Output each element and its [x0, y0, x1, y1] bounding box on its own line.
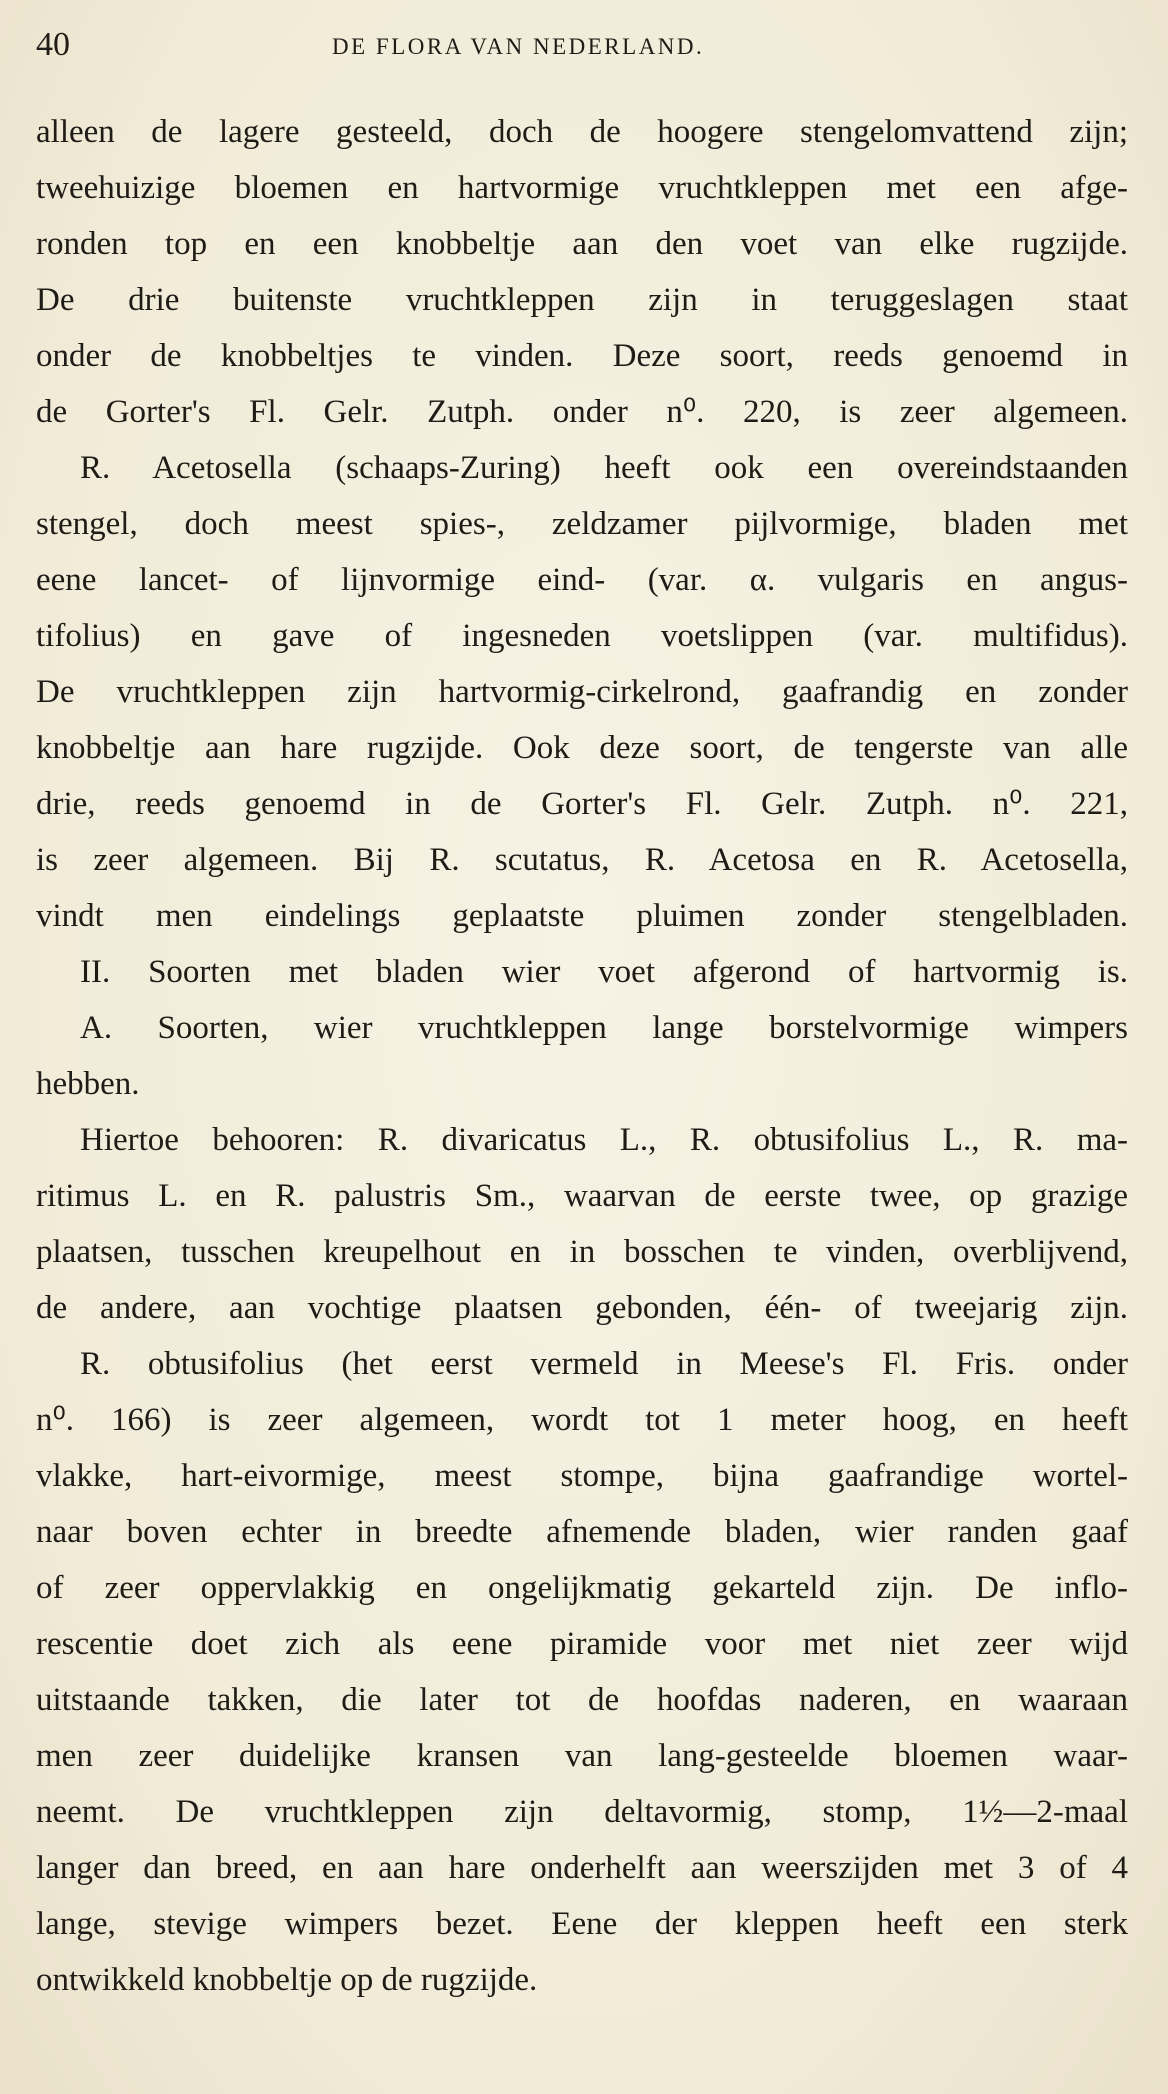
running-head: DE FLORA VAN NEDERLAND. [332, 34, 705, 59]
text-line: ritimus L. en R. palustris Sm., waarvan de eerste twee, op grazige [36, 1178, 1128, 1214]
text-line: neemt. De vruchtkleppen zijn deltavormig, stomp, 1½—2-maal [36, 1794, 1128, 1830]
text-line: A. Soorten, wier vruchtkleppen lange borstelvormige wimpers [80, 1010, 1128, 1046]
text-line: II. Soorten met bladen wier voet afgerond of hartvormig is. [80, 954, 1128, 990]
text-line: onder de knobbeltjes te vinden. Deze soort, reeds genoemd in [36, 338, 1128, 374]
text-line: de Gorter's Fl. Gelr. Zutph. onder n⁰. 220, is zeer algemeen. [36, 394, 1128, 430]
text-line: Hiertoe behooren: R. divaricatus L., R. obtusifolius L., R. ma- [80, 1122, 1128, 1158]
text-line: lange, stevige wimpers bezet. Eene der kleppen heeft een sterk [36, 1906, 1128, 1942]
text-line: R. Acetosella (schaaps-Zuring) heeft ook een overeindstaanden [80, 450, 1128, 486]
text-line: ontwikkeld knobbeltje op de rugzijde. [36, 1962, 538, 1998]
text-line: drie, reeds genoemd in de Gorter's Fl. Gelr. Zutph. n⁰. 221, [36, 786, 1128, 822]
text-line: of zeer oppervlakkig en ongelijkmatig gekarteld zijn. De inflo- [36, 1570, 1128, 1606]
text-line: hebben. [36, 1066, 140, 1102]
text-line: knobbeltje aan hare rugzijde. Ook deze soort, de tengerste van alle [36, 730, 1128, 766]
text-line: R. obtusifolius (het eerst vermeld in Meese's Fl. Fris. onder [80, 1346, 1128, 1382]
text-line: men zeer duidelijke kransen van lang-gesteelde bloemen waar- [36, 1738, 1128, 1774]
page-number: 40 [36, 26, 70, 63]
text-line: De vruchtkleppen zijn hartvormig-cirkelrond, gaafrandig en zonder [36, 674, 1128, 710]
text-line: uitstaande takken, die later tot de hoofdas naderen, en waaraan [36, 1682, 1128, 1718]
page-header [36, 26, 1126, 70]
text-line: vindt men eindelings geplaatste pluimen zonder stengelbladen. [36, 898, 1128, 934]
text-line: rescentie doet zich als eene piramide voor met niet zeer wijd [36, 1626, 1128, 1662]
text-line: langer dan breed, en aan hare onderhelft aan weerszijden met 3 of 4 [36, 1850, 1128, 1886]
text-line: ronden top en een knobbeltje aan den voet van elke rugzijde. [36, 226, 1128, 262]
text-line: tifolius) en gave of ingesneden voetslippen (var. multifidus). [36, 618, 1128, 654]
text-line: eene lancet- of lijnvormige eind- (var. α. vulgaris en angus- [36, 562, 1128, 598]
text-line: stengel, doch meest spies-, zeldzamer pijlvormige, bladen met [36, 506, 1128, 542]
text-line: plaatsen, tusschen kreupelhout en in bosschen te vinden, overblijvend, [36, 1234, 1128, 1270]
text-line: De drie buitenste vruchtkleppen zijn in teruggeslagen staat [36, 282, 1128, 318]
text-line: tweehuizige bloemen en hartvormige vruchtkleppen met een afge- [36, 170, 1128, 206]
text-line: vlakke, hart-eivormige, meest stompe, bijna gaafrandige wortel- [36, 1458, 1128, 1494]
text-line: naar boven echter in breedte afnemende bladen, wier randen gaaf [36, 1514, 1128, 1550]
text-line: de andere, aan vochtige plaatsen gebonden, één- of tweejarig zijn. [36, 1290, 1128, 1326]
text-line: alleen de lagere gesteeld, doch de hoogere stengelomvattend zijn; [36, 114, 1128, 150]
text-line: n⁰. 166) is zeer algemeen, wordt tot 1 meter hoog, en heeft [36, 1402, 1128, 1438]
text-line: is zeer algemeen. Bij R. scutatus, R. Acetosa en R. Acetosella, [36, 842, 1128, 878]
